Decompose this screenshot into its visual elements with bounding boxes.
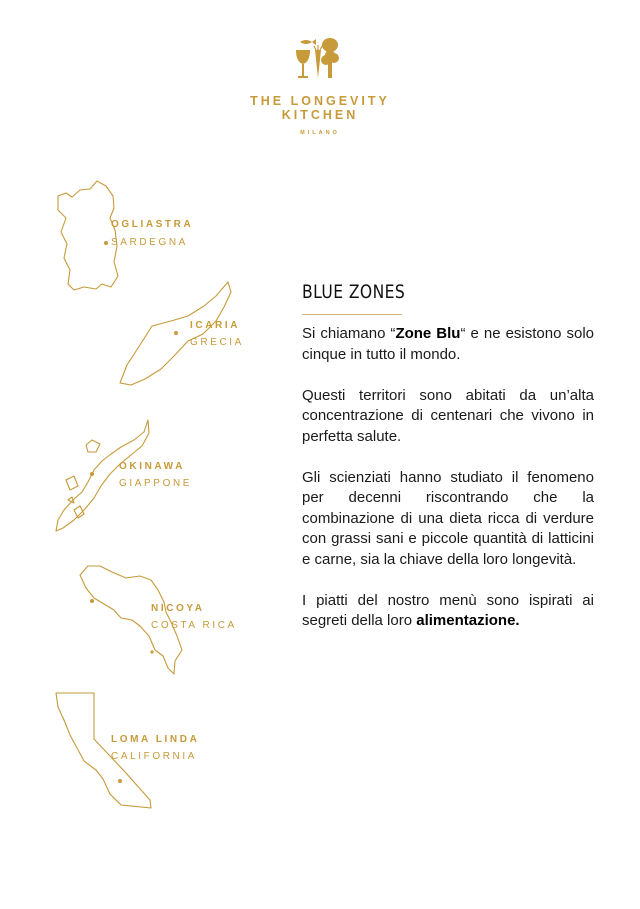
title-divider	[302, 314, 402, 315]
zone-name-loma-linda: LOMA LINDA	[111, 734, 200, 745]
zone-country-california: CALIFORNIA	[111, 751, 198, 762]
sardinia-location-dot	[104, 241, 108, 245]
zone-blu-emphasis: Zone Blu	[395, 325, 461, 342]
okinawa-location-dot	[90, 472, 94, 476]
zone-country-giappone: GIAPPONE	[119, 478, 193, 489]
section-title: BLUE ZONES	[302, 281, 406, 303]
paragraph-centenarians: Questi territori sono abitati da un’alta concentrazione di centenari che vivono in perfetta salute.	[302, 386, 594, 445]
costa-rica-location-dot	[150, 650, 153, 653]
zone-name-nicoya: NICOYA	[151, 603, 205, 614]
paragraph-zone-blu: Si chiamano “Zone Blu“ e ne esistono solo cinque in tutto il mondo.	[302, 325, 594, 363]
paragraph-menu: I piatti del nostro menù sono ispirati ai segreti della loro alimentazione.	[302, 591, 594, 629]
zone-country-grecia: GRECIA	[190, 337, 244, 348]
nicoya-location-dot	[90, 599, 94, 603]
body-text	[302, 324, 594, 652]
zone-name-icaria: ICARIA	[190, 320, 241, 331]
paragraph-research: Gli scienziati hanno studiato il fenomeno per decenni riscontrando che la combinazione di una dieta ricca di verdure con grassi sani e piccole quantità di latticini e carne, sia la chiave della loro longevità.	[302, 468, 594, 568]
brand-name-line1: THE LONGEVITY	[250, 94, 390, 108]
okinawa-map-icon	[56, 420, 149, 531]
brand-city: MILANO	[300, 130, 340, 136]
loma-linda-location-dot	[118, 779, 122, 783]
icaria-location-dot	[174, 331, 178, 335]
sardinia-map-icon	[58, 181, 118, 290]
alimentazione-emphasis: alimentazione.	[416, 612, 520, 629]
zone-name-okinawa: OKINAWA	[119, 461, 185, 472]
brand-name-line2: KITCHEN	[281, 108, 359, 122]
zone-name-ogliastra: OGLIASTRA	[111, 219, 194, 230]
zone-country-sardegna: SARDEGNA	[111, 237, 188, 248]
zone-country-costa-rica: COSTA RICA	[151, 620, 237, 631]
